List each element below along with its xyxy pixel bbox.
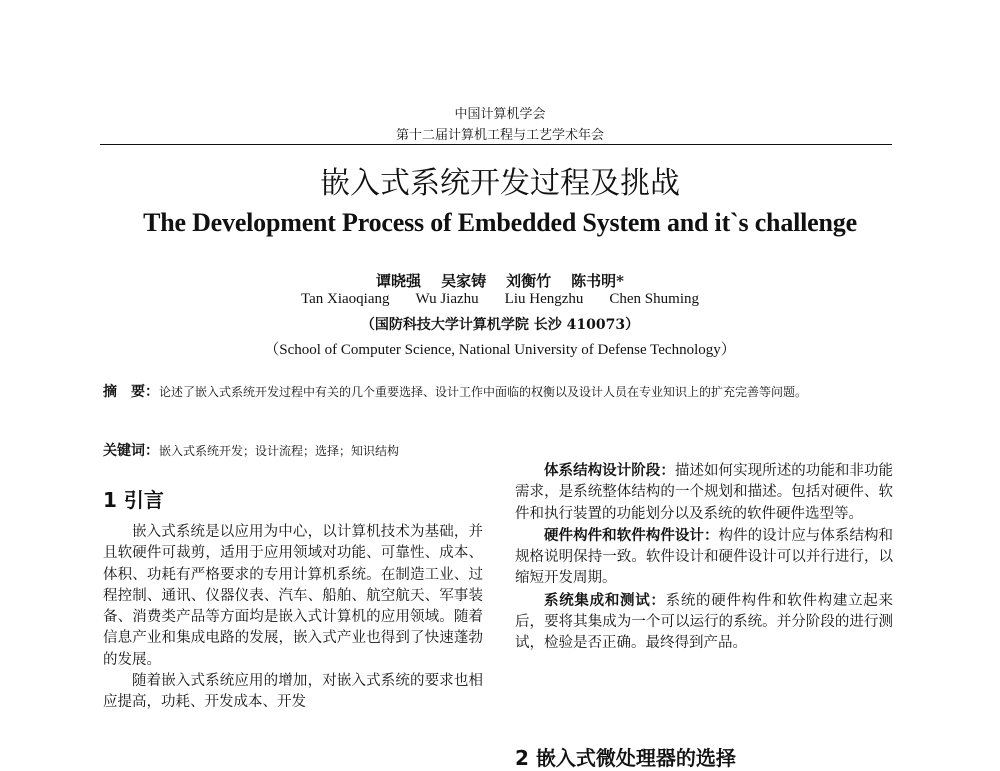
paper-title-en: The Development Process of Embedded System and it`s challenge [143, 208, 857, 237]
paper-title-zh: 嵌入式系统开发过程及挑战 [320, 166, 680, 201]
author-en: Wu Jiazhu [415, 291, 479, 307]
affiliation-zh: （国防科技大学计算机学院 长沙 410073） [360, 317, 640, 333]
author-en: Chen Shuming [609, 291, 699, 307]
keywords-label: 关键词： [103, 443, 159, 459]
section-heading: 2 嵌入式微处理器的选择 [515, 746, 736, 770]
paragraph-label: 体系结构设计阶段： [544, 462, 675, 479]
paragraph: 嵌入式系统是以应用为中心，以计算机技术为基础，并且软硬件可裁剪，适用于应用领域对功能、可靠性、成本、体积、功耗有严格要求的专用计算机系统。在制造工业、过程控制、通讯、仪器仪表、汽车、船舶、航空航天、军事装备、消费类产品等方面均是嵌入式计算机的应用领域。随着信息产业和集成电路的发展，嵌入式产业也得到了快速蓬勃的发展。 [103, 524, 483, 668]
keywords [103, 440, 503, 460]
author-zh: 谭晓强 [376, 272, 422, 290]
authors-zh [0, 270, 1000, 291]
conference-name: 第十二届计算机工程与工艺学术年会 [395, 128, 604, 143]
section-heading: 1 引言 [103, 488, 164, 512]
author-en: Liu Hengzhu [504, 291, 584, 307]
paragraph [515, 460, 893, 525]
paragraph [515, 590, 893, 655]
paragraph [515, 525, 893, 590]
right-column [515, 460, 893, 655]
author-zh: 吴家铸 [441, 272, 487, 290]
paragraph: 随着嵌入式系统应用的增加，对嵌入式系统的要求也相应提高，功耗、开发成本、开发 [103, 673, 483, 711]
author-en: Tan Xiaoqiang [301, 291, 390, 307]
authors-en [0, 291, 1000, 308]
keywords-text: 嵌入式系统开发；设计流程；选择；知识结构 [159, 444, 400, 458]
paragraph-label: 系统集成和测试： [544, 591, 666, 609]
paragraph-text: 描述如何实现所述的功能和非功能需求，是系统整体结构的一个规划和描述。包括对硬件、软件和执行装置的功能划分以及系统的软件硬件选型等。 [515, 463, 893, 522]
conference-org: 中国计算机学会 [454, 107, 546, 122]
abstract-label: 摘 要： [103, 384, 159, 400]
abstract-text: 论述了嵌入式系统开发过程中有关的几个重要选择、设计工作中面临的权衡以及设计人员在专业知识上的扩充完善等问题。 [159, 385, 808, 399]
affiliation-en: （School of Computer Science, National University of Defense Technology） [264, 342, 736, 358]
paragraph-text: 系统的硬件构件和软件构建立起来后，要将其集成为一个可以运行的系统。并分阶段的进行测试，检验是否正确。最终得到产品。 [515, 592, 894, 652]
paragraph-label: 硬件构件和软件构件设计： [544, 526, 719, 544]
left-column [103, 522, 483, 714]
header-rule [100, 144, 892, 145]
author-zh: 陈书明* [571, 272, 624, 290]
paragraph-text: 构件的设计应与体系结构和规格说明保持一致。软件设计和硬件设计可以并行进行，以缩短开发周期。 [515, 527, 894, 587]
author-zh: 刘衡竹 [506, 272, 552, 290]
abstract [103, 382, 893, 403]
